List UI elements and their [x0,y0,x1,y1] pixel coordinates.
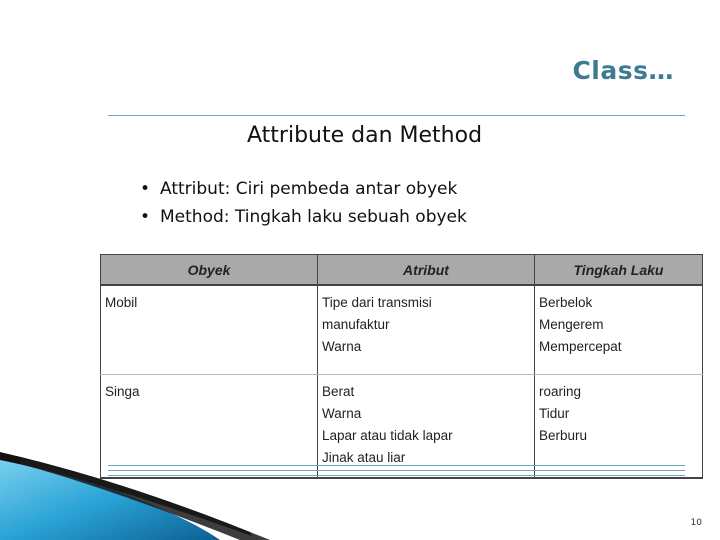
cell-tingkah-laku [535,375,703,479]
cell-obyek [101,285,318,375]
header-obyek: Obyek [101,255,318,286]
cell-text: Warna [322,406,362,421]
page-number: 10 [690,518,702,528]
bullet-text: Attribut: Ciri pembeda antar obyek [160,179,458,199]
section-heading: Attribute dan Method [247,123,483,148]
header-tingkah-laku: Tingkah Laku [535,255,703,286]
cell-text: Tidur [539,406,570,421]
cell-text: Mempercepat [539,339,622,354]
bullet-text: Method: Tingkah laku sebuah obyek [160,207,467,227]
table-header-row [101,255,703,286]
bullet-list [140,179,467,235]
cell-text: Singa [105,384,140,399]
cell-text: roaring [539,384,582,399]
cell-tingkah-laku [535,285,703,375]
cell-text: Tipe dari transmisi [322,295,432,310]
bullet-icon: • [140,179,151,199]
table-row [101,285,703,375]
cell-text: manufaktur [322,317,390,332]
cell-text: Mengerem [539,317,604,332]
cell-text: Berburu [539,428,588,443]
cell-text: Berbelok [539,295,593,310]
slide-title: Class… [572,56,674,85]
bullet-item [140,179,467,199]
cell-text: Lapar atau tidak lapar [322,428,453,443]
bullet-item [140,207,467,227]
cell-text: Berat [322,384,355,399]
cell-atribut [318,375,535,479]
corner-swoosh-decoration [0,440,300,540]
cell-text: Warna [322,339,362,354]
bullet-icon: • [140,207,151,227]
cell-atribut [318,285,535,375]
title-divider [108,115,685,116]
header-atribut: Atribut [318,255,535,286]
cell-text: Jinak atau liar [322,450,406,465]
cell-text: Mobil [105,295,138,310]
